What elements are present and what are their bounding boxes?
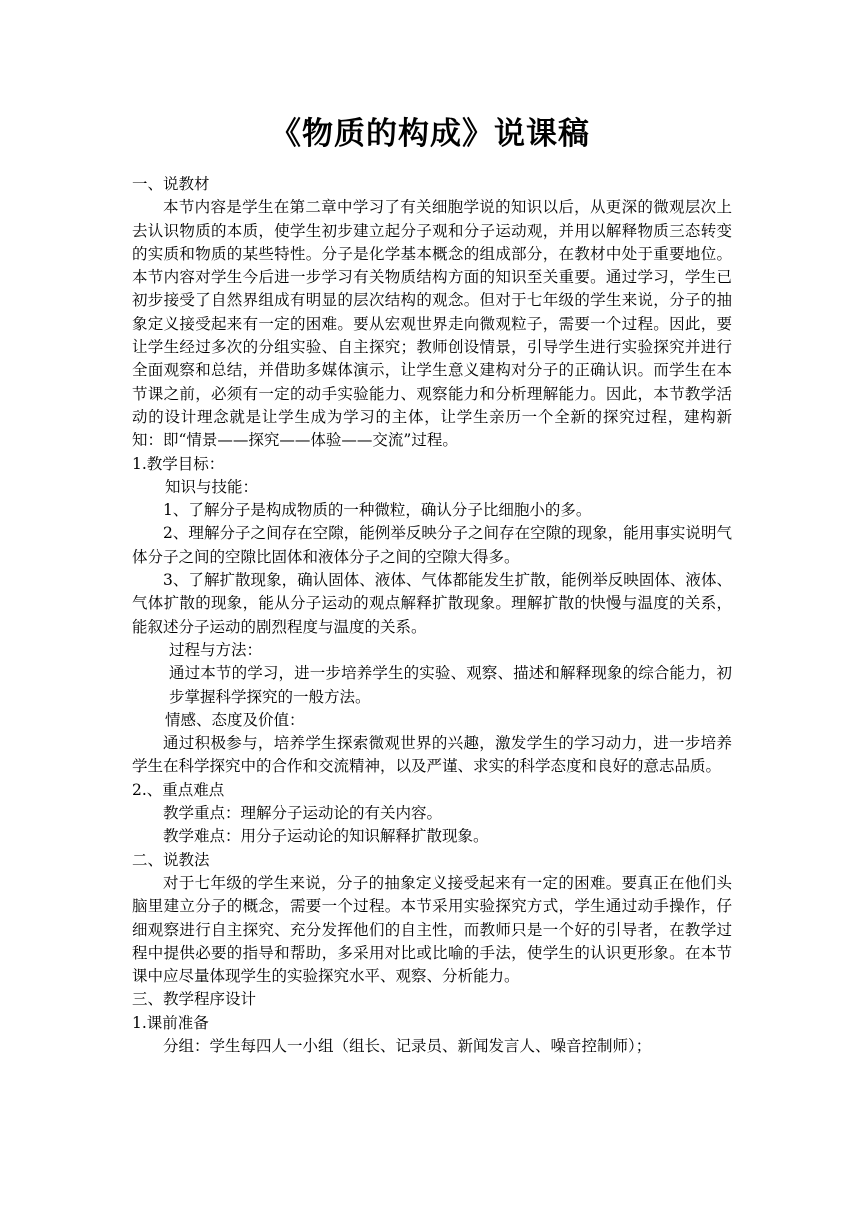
goal-item-1: 1、了解分子是构成物质的一种微粒，确认分子比细胞小的多。	[163, 501, 592, 520]
paragraph-process-method	[132, 662, 732, 709]
paragraph-emotion-values: 通过积极参与，培养学生探索微观世界的兴趣，激发学生的学习动力，进一步培养学生在科学探究中的合作和交流精神，以及严谨、求实的科学态度和良好的意志品质。	[132, 734, 732, 776]
paragraph-material-intro: 本节内容是学生在第二章中学习了有关细胞学说的知识以后，从更深的微观层次上去认识物质的本质，使学生初步建立起分子观和分子运动观，并用以解释物质三态转变的实质和物质的某些特性。分子是化学基本概念的组成部分，在教材中处于重要地位。本节内容对学生今后进一步学习有关物质结构方面的知识至关重要。通过学习，学生已初步接受了自然界组成有明显的层次结构的观念。但对于七年级的学生来说，分子的抽象定义接受起来有一定的困难。要从宏观世界走向微观粒子，需要一个过程。因此，要让学生经过多次的分组实验、自主探究；教师创设情景，引导学生进行实验探究并进行全面观察和总结，并借助多媒体演示，让学生意义建构对分子的正确认识。而学生在本节课之前，必须有一定的动手实验能力、观察能力和分析理解能力。因此，本节教学活动的设计理念就是让学生成为学习的主体，让学生亲历一个全新的探究过程，建构新知：即“情景——探究——体验——交流”过程。	[132, 198, 732, 450]
document-title: 《物质的构成》说课稿	[270, 116, 590, 152]
subheading-teaching-goals: 1.教学目标：	[132, 454, 225, 473]
paragraph-grouping: 分组：学生每四人一小组（组长、记录员、新闻发言人、噪音控制师）；	[163, 1036, 652, 1055]
process-method-text: 通过本节的学习，进一步培养学生的实验、观察、描述和解释现象的综合能力，初步掌握科学探究的一般方法。	[169, 664, 732, 706]
label-knowledge-skills: 知识与技能：	[165, 477, 259, 496]
section-heading-program-design: 三、教学程序设计	[132, 990, 257, 1009]
label-process-method: 过程与方法：	[169, 640, 263, 659]
goal-item-2: 2、理解分子之间存在空隙，能例举反映分子之间存在空隙的现象，能用事实说明气体分子之间的空隙比固体和液体分子之间的空隙大得多。	[132, 524, 732, 566]
difficult-point: 教学难点：用分子运动论的知识解释扩散现象。	[163, 827, 489, 846]
subheading-preparation: 1.课前准备	[132, 1013, 209, 1032]
section-heading-teaching-method: 二、说教法	[132, 850, 210, 869]
paragraph-teaching-method: 对于七年级的学生来说，分子的抽象定义接受起来有一定的困难。要真正在他们头脑里建立分子的概念，需要一个过程。本节采用实验探究方式，学生通过动手操作，仔细观察进行自主探究、充分发挥他们的自主性，而教师只是一个好的引导者，在教学过程中提供必要的指导和帮助，多采用对比或比喻的手法，使学生的认识更形象。在本节课中应尽量体现学生的实验探究水平、观察、分析能力。	[132, 873, 732, 986]
section-heading-teaching-material: 一、说教材	[132, 175, 210, 193]
goal-item-3: 3、了解扩散现象，确认固体、液体、气体都能发生扩散，能例举反映固体、液体、气体扩散的现象，能从分子运动的观点解释扩散现象。理解扩散的快慢与温度的关系，能叙述分子运动的剧烈程度与温度的关系。	[132, 571, 732, 636]
subheading-key-points: 2.、重点难点	[132, 780, 225, 799]
label-emotion-values: 情感、态度及价值：	[165, 710, 305, 729]
key-point: 教学重点：理解分子运动论的有关内容。	[163, 804, 443, 823]
document-body	[132, 173, 732, 1058]
